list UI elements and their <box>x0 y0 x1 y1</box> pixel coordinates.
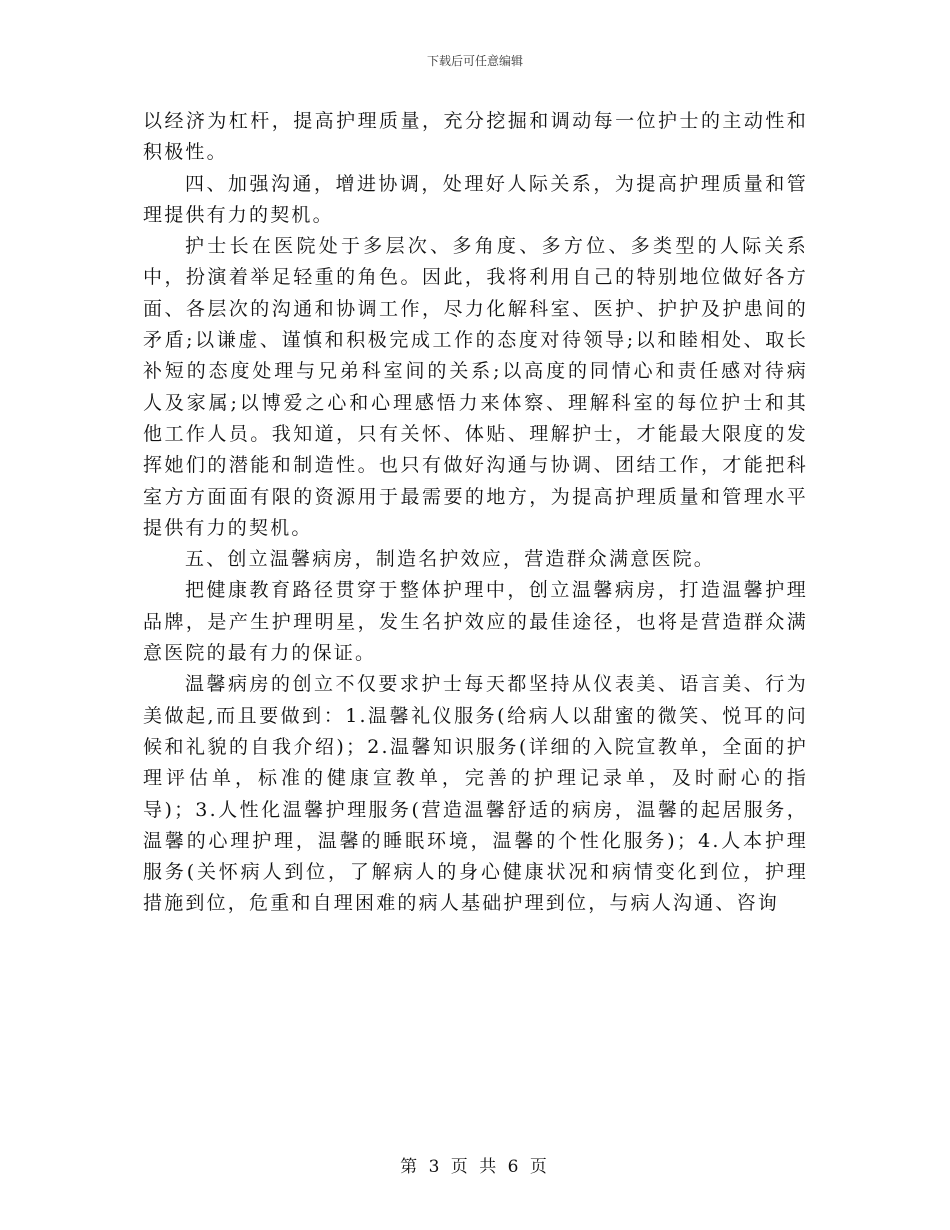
paragraph-2: 四、加强沟通，增进协调，处理好人际关系，为提高护理质量和管理提供有力的契机。 <box>143 172 808 226</box>
page-footer: 第 3 页 共 6 页 <box>400 1157 550 1177</box>
paragraph-4: 五、创立温馨病房，制造名护效应，营造群众满意医院。 <box>185 548 716 571</box>
paragraph-6: 温馨病房的创立不仅要求护士每天都坚持从仪表美、语言美、行为美做起,而且要做到：1.温馨礼仪服务(给病人以甜蜜的微笑、悦耳的问候和礼貌的自我介绍)；2.温馨知识服务(详细的入院宣教单，全面的护理评估单，标准的健康宣教单，完善的护理记录单，及时耐心的指导)；3.人性化温馨护理服务(营造温馨舒适的病房，温馨的起居服务，温馨的心理护理，温馨的睡眠环境，温馨的个性化服务)；4.人本护理服务(关怀病人到位，了解病人的身心健康状况和病情变化到位，护理措施到位，危重和自理困难的病人基础护理到位，与病人沟通、咨询 <box>143 673 808 915</box>
paragraph-5: 把健康教育路径贯穿于整体护理中，创立温馨病房，打造温馨护理品牌，是产生护理明星，发生名护效应的最佳途径，也将是营造群众满意医院的最有力的保证。 <box>143 579 808 665</box>
paragraph-3: 护士长在医院处于多层次、多角度、多方位、多类型的人际关系中，扮演着举足轻重的角色。因此，我将利用自己的特别地位做好各方面、各层次的沟通和协调工作，尽力化解科室、医护、护护及护患间的矛盾;以谦虚、谨慎和积极完成工作的态度对待领导;以和睦相处、取长补短的态度处理与兄弟科室间的关系;以高度的同情心和责任感对待病人及家属;以博爱之心和心理感悟力来体察、理解科室的每位护士和其他工作人员。我知道，只有关怀、体贴、理解护士，才能最大限度的发挥她们的潜能和制造性。也只有做好沟通与协调、团结工作，才能把科室方方面面有限的资源用于最需要的地方，为提高护理质量和管理水平提供有力的契机。 <box>143 235 808 539</box>
paragraph-1: 以经济为杠杆，提高护理质量，充分挖掘和调动每一位护士的主动性和积极性。 <box>143 110 808 164</box>
page-header: 下载后可任意编辑 <box>426 54 523 68</box>
document-body <box>143 106 808 920</box>
